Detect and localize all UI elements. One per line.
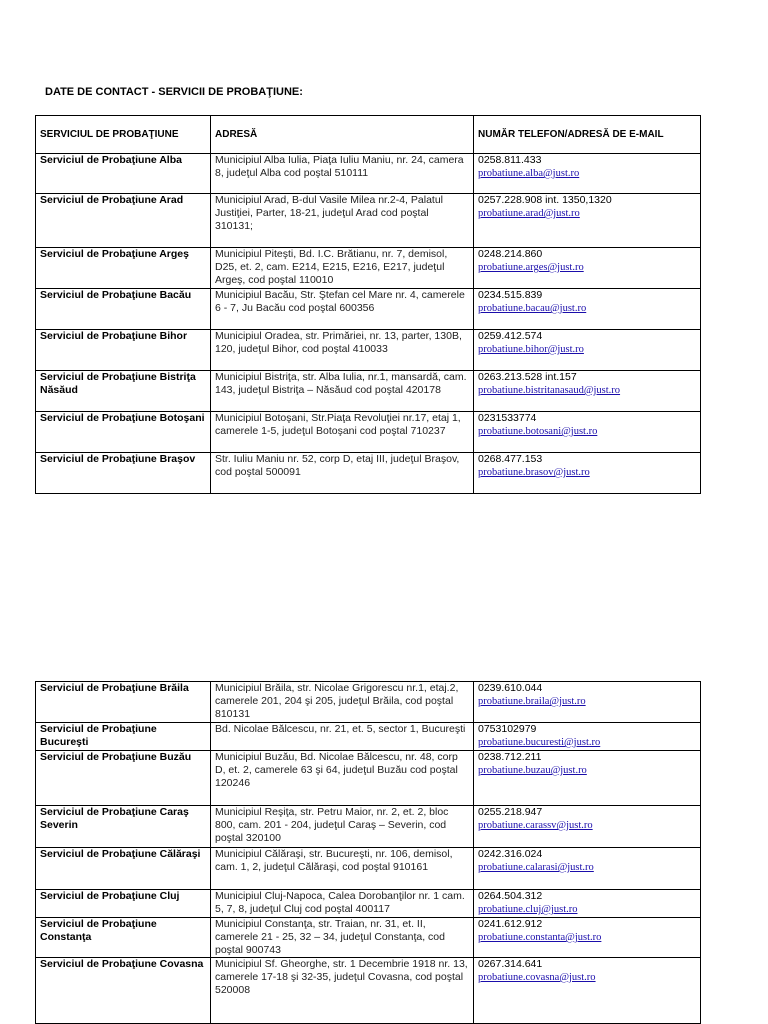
table-row — [36, 751, 701, 806]
service-address: Municipiul Călăraşi, str. Bucureşti, nr. 106, demisol, cam. 1, 2, judeţul Călăraşi, cod poştal 910161 — [211, 848, 474, 890]
contact-cell — [474, 848, 701, 890]
contact-cell — [474, 453, 701, 494]
email-link[interactable]: probatiune.bacau@just.ro — [478, 303, 587, 314]
contacts-table-1 — [35, 115, 701, 494]
email-link[interactable]: probatiune.cluj@just.ro — [478, 904, 578, 915]
service-name: Serviciul de Probaţiune Bacău — [36, 289, 211, 330]
contact-cell — [474, 154, 701, 194]
phone-number: 0231533774 — [478, 412, 537, 424]
service-address: Municipiul Brăila, str. Nicolae Grigorescu nr.1, etaj.2, camerele 201, 204 şi 205, judeţul Brăila, cod poştal 810131 — [211, 682, 474, 723]
contact-cell — [474, 918, 701, 958]
table-row — [36, 682, 701, 723]
service-address: Bd. Nicolae Bălcescu, nr. 21, et. 5, sector 1, Bucureşti — [211, 723, 474, 751]
contact-cell — [474, 371, 701, 412]
email-link[interactable]: probatiune.arad@just.ro — [478, 208, 580, 219]
table-row — [36, 958, 701, 1024]
table-row — [36, 723, 701, 751]
service-address: Municipiul Botoşani, Str.Piaţa Revoluţiei nr.17, etaj 1, camerele 1-5, judeţul Botoşani cod poştal 710237 — [211, 412, 474, 453]
table-row — [36, 453, 701, 494]
phone-number: 0264.504.312 — [478, 890, 543, 902]
email-link[interactable]: probatiune.calarasi@just.ro — [478, 862, 594, 873]
email-link[interactable]: probatiune.constanta@just.ro — [478, 932, 602, 943]
table-header-row — [36, 116, 701, 154]
email-link[interactable]: probatiune.botosani@just.ro — [478, 426, 598, 437]
service-address: Municipiul Sf. Gheorghe, str. 1 Decembrie 1918 nr. 13, camerele 17-18 şi 32-35, judeţul Covasna, cod poştal 520008 — [211, 958, 474, 1024]
contact-cell — [474, 194, 701, 248]
service-address: Municipiul Bistriţa, str. Alba Iulia, nr.1, mansardă, cam. 143, judeţul Bistriţa – Năsăud cod poştal 420178 — [211, 371, 474, 412]
service-address: Municipiul Buzău, Bd. Nicolae Bălcescu, nr. 48, corp D, et. 2, camerele 63 şi 64, judeţul Buzău cod poştal 120246 — [211, 751, 474, 806]
service-name: Serviciul de Probaţiune Bucureşti — [36, 723, 211, 751]
table-row — [36, 194, 701, 248]
table-row — [36, 918, 701, 958]
contacts-table-2 — [35, 681, 701, 1024]
service-address: Municipiul Piteşti, Bd. I.C. Brătianu, nr. 7, demisol, D25, et. 2, cam. E214, E215, E216, E217, judeţul Argeş, cod poştal 110010 — [211, 248, 474, 289]
service-name: Serviciul de Probaţiune Braşov — [36, 453, 211, 494]
table-row — [36, 848, 701, 890]
service-name: Serviciul de Probaţiune Covasna — [36, 958, 211, 1024]
contact-cell — [474, 248, 701, 289]
phone-number: 0268.477.153 — [478, 453, 543, 465]
phone-number: 0263.213.528 int.157 — [478, 371, 577, 383]
phone-number: 0267.314.641 — [478, 958, 543, 970]
service-name: Serviciul de Probaţiune Brăila — [36, 682, 211, 723]
email-link[interactable]: probatiune.buzau@just.ro — [478, 765, 587, 776]
phone-number: 0238.712.211 — [478, 751, 542, 763]
contact-cell — [474, 412, 701, 453]
service-address: Municipiul Cluj-Napoca, Calea Dorobanţilor nr. 1 cam. 5, 7, 8, judeţul Cluj cod poştal 400117 — [211, 890, 474, 918]
email-link[interactable]: probatiune.bistritanasaud@just.ro — [478, 385, 621, 396]
service-name: Serviciul de Probaţiune Arad — [36, 194, 211, 248]
email-link[interactable]: probatiune.carassv@just.ro — [478, 820, 593, 831]
header-contact: NUMĂR TELEFON/ADRESĂ DE E-MAIL — [474, 116, 701, 154]
service-name: Serviciul de Probaţiune Botoşani — [36, 412, 211, 453]
phone-number: 0234.515.839 — [478, 289, 543, 301]
header-address: ADRESĂ — [211, 116, 474, 154]
phone-number: 0258.811.433 — [478, 154, 542, 166]
header-service: SERVICIUL DE PROBAŢIUNE — [36, 116, 211, 154]
table-row — [36, 154, 701, 194]
email-link[interactable]: probatiune.braila@just.ro — [478, 696, 586, 707]
phone-number: 0239.610.044 — [478, 682, 543, 694]
contact-cell — [474, 289, 701, 330]
phone-number: 0248.214.860 — [478, 248, 543, 260]
table-row — [36, 330, 701, 371]
service-name: Serviciul de Probaţiune Călăraşi — [36, 848, 211, 890]
service-name: Serviciul de Probaţiune Caraş Severin — [36, 806, 211, 848]
service-address: Municipiul Constanţa, str. Traian, nr. 31, et. II, camerele 21 - 25, 32 – 34, judeţul Constanţa, cod poştal 900743 — [211, 918, 474, 958]
table-row — [36, 806, 701, 848]
email-link[interactable]: probatiune.covasna@just.ro — [478, 972, 596, 983]
phone-number: 0242.316.024 — [478, 848, 543, 860]
phone-number: 0257.228.908 int. 1350,1320 — [478, 194, 612, 206]
table-row — [36, 412, 701, 453]
table-row — [36, 890, 701, 918]
service-name: Serviciul de Probaţiune Constanţa — [36, 918, 211, 958]
service-address: Municipiul Reşiţa, str. Petru Maior, nr. 2, et. 2, bloc 800, cam. 201 - 204, judeţul Caraş – Severin, cod poştal 320100 — [211, 806, 474, 848]
contact-cell — [474, 890, 701, 918]
contact-cell — [474, 751, 701, 806]
email-link[interactable]: probatiune.bucuresti@just.ro — [478, 737, 601, 748]
document-title: DATE DE CONTACT - SERVICII DE PROBAŢIUNE: — [45, 86, 303, 98]
service-address: Municipiul Arad, B-dul Vasile Milea nr.2-4, Palatul Justiţiei, Parter, 18-21, judeţul Arad cod poştal 310131; — [211, 194, 474, 248]
service-name: Serviciul de Probaţiune Cluj — [36, 890, 211, 918]
service-address: Municipiul Alba Iulia, Piaţa Iuliu Maniu, nr. 24, camera 8, judeţul Alba cod poştal 510111 — [211, 154, 474, 194]
service-name: Serviciul de Probaţiune Buzău — [36, 751, 211, 806]
table-row — [36, 289, 701, 330]
phone-number: 0241.612.912 — [478, 918, 543, 930]
table-row — [36, 371, 701, 412]
email-link[interactable]: probatiune.arges@just.ro — [478, 262, 584, 273]
service-name: Serviciul de Probaţiune Bistriţa Năsăud — [36, 371, 211, 412]
contact-cell — [474, 723, 701, 751]
table-row — [36, 248, 701, 289]
phone-number: 0255.218.947 — [478, 806, 543, 818]
service-name: Serviciul de Probaţiune Alba — [36, 154, 211, 194]
service-address: Municipiul Oradea, str. Primăriei, nr. 13, parter, 130B, 120, judeţul Bihor, cod poştal 410033 — [211, 330, 474, 371]
email-link[interactable]: probatiune.alba@just.ro — [478, 168, 580, 179]
contact-cell — [474, 806, 701, 848]
contact-cell — [474, 958, 701, 1024]
service-name: Serviciul de Probaţiune Bihor — [36, 330, 211, 371]
email-link[interactable]: probatiune.bihor@just.ro — [478, 344, 584, 355]
service-address: Str. Iuliu Maniu nr. 52, corp D, etaj III, judeţul Braşov, cod poştal 500091 — [211, 453, 474, 494]
email-link[interactable]: probatiune.brasov@just.ro — [478, 467, 590, 478]
contact-cell — [474, 682, 701, 723]
service-address: Municipiul Bacău, Str. Ştefan cel Mare nr. 4, camerele 6 - 7, Ju Bacău cod poştal 600356 — [211, 289, 474, 330]
service-name: Serviciul de Probaţiune Argeş — [36, 248, 211, 289]
phone-number: 0259.412.574 — [478, 330, 543, 342]
phone-number: 0753102979 — [478, 723, 537, 735]
contact-cell — [474, 330, 701, 371]
